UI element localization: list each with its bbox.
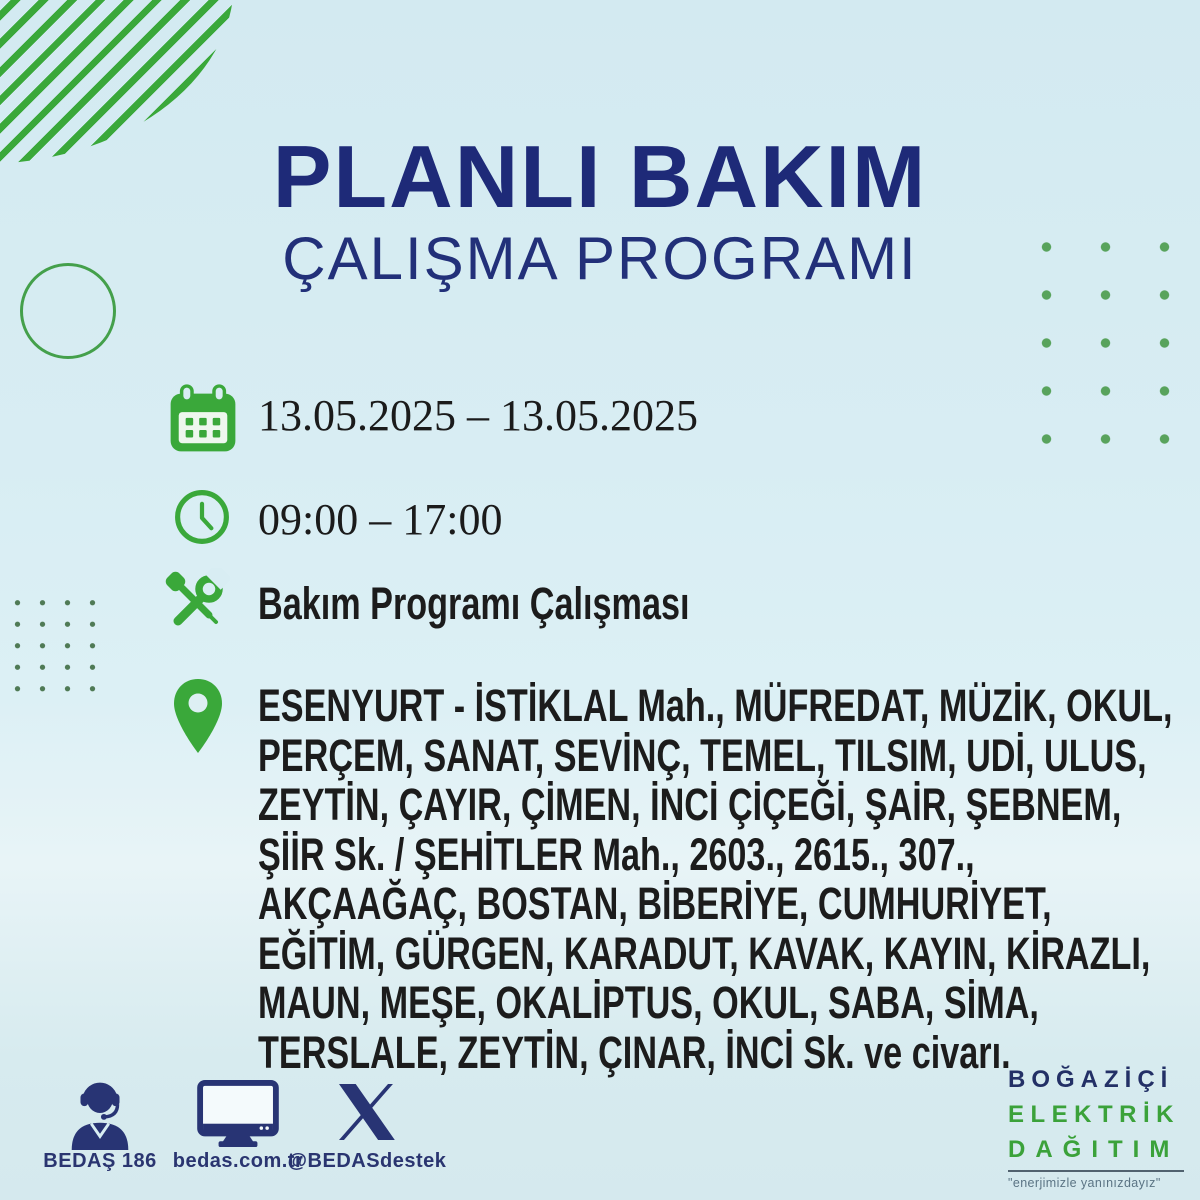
location-line: MAUN, MEŞE, OKALİPTUS, OKUL, SABA, SİMA, <box>258 977 1039 1028</box>
logo-line-elektrik: ELEKTRİK <box>1008 1101 1180 1128</box>
page-title: PLANLI BAKIM <box>272 127 928 226</box>
headset-agent-icon <box>64 1072 136 1152</box>
location-line: ZEYTİN, ÇAYIR, ÇİMEN, İNCİ ÇİÇEĞİ, ŞAİR, ŞEBNEM, <box>258 779 1122 830</box>
page-subtitle: ÇALIŞMA PROGRAMI <box>282 225 918 292</box>
logo-tagline: "enerjimizle yanınızdayız" <box>1008 1175 1161 1190</box>
calendar-icon <box>166 382 240 456</box>
contact-x-label: @BEDASdestek <box>287 1150 447 1172</box>
dot-grid-left-decoration <box>5 592 105 700</box>
location-text <box>258 681 1173 1077</box>
location-line: ŞİİR Sk. / ŞEHİTLER Mah., 2603., 2615., 307., <box>258 828 975 880</box>
location-line: EĞİTİM, GÜRGEN, KARADUT, KAVAK, KAYIN, KİRAZLI, <box>258 927 1151 979</box>
work-type: Bakım Programı Çalışması <box>258 578 690 629</box>
location-line: PERÇEM, SANAT, SEVİNÇ, TEMEL, TILSIM, UDİ, ULUS, <box>258 729 1147 781</box>
logo-divider <box>1008 1170 1184 1172</box>
location-line: ESENYURT - İSTİKLAL Mah., MÜFREDAT, MÜZİK, OKUL, <box>258 680 1173 731</box>
time-range: 09:00 – 17:00 <box>258 495 503 544</box>
logo-line-bogazici: BOĞAZİÇİ <box>1008 1066 1174 1093</box>
date-range: 13.05.2025 – 13.05.2025 <box>258 391 698 440</box>
monitor-icon <box>196 1080 280 1148</box>
location-line: AKÇAAĞAÇ, BOSTAN, BİBERİYE, CUMHURİYET, <box>258 878 1052 929</box>
logo-line-dagitim: DAĞITIM <box>1008 1136 1180 1163</box>
bedas-logo <box>1008 1066 1192 1190</box>
tools-icon <box>162 568 230 636</box>
clock-icon <box>172 487 232 547</box>
contact-phone-label: BEDAŞ 186 <box>43 1150 157 1172</box>
contact-web-label: bedas.com.tr <box>172 1150 304 1172</box>
x-logo-icon <box>338 1084 396 1140</box>
location-line: TERSLALE, ZEYTİN, ÇINAR, İNCİ Sk. ve civarı. <box>258 1026 1011 1078</box>
location-pin-icon <box>170 676 226 756</box>
